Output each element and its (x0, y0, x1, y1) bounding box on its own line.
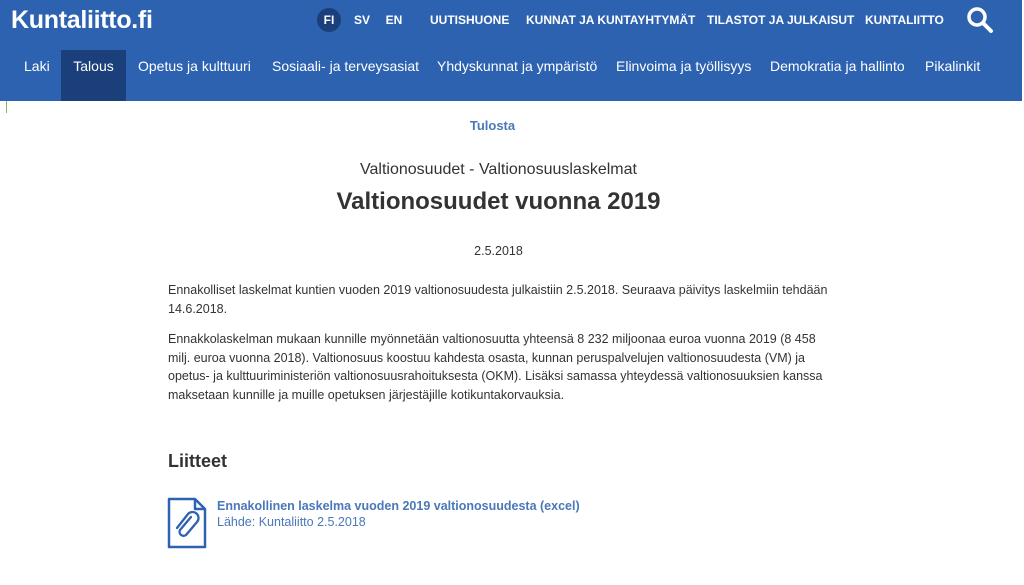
site-header (0, 0, 1024, 101)
site-logo[interactable]: Kuntaliitto.fi (11, 6, 153, 34)
nav-item-laki[interactable]: Laki (24, 58, 50, 74)
print-link[interactable]: Tulosta (469, 118, 516, 133)
top-link-tilastot[interactable]: TILASTOT JA JULKAISUT (707, 13, 855, 27)
top-link-uutishuone[interactable]: UUTISHUONE (430, 13, 510, 27)
nav-item-demokratia-ja-hallinto[interactable]: Demokratia ja hallinto (770, 58, 905, 74)
breadcrumb[interactable]: Valtionosuudet - Valtionosuuslaskelmat (360, 161, 637, 178)
page-title: Valtionosuudet vuonna 2019 (336, 188, 661, 215)
language-sv[interactable]: SV (353, 13, 370, 27)
attachment-link[interactable]: Ennakollinen laskelma vuoden 2019 valtionosuudesta (excel) (217, 499, 580, 513)
top-link-kuntaliitto[interactable]: KUNTALIITTO (865, 13, 944, 27)
publish-date: 2.5.2018 (474, 244, 523, 258)
main-navigation (0, 50, 1022, 101)
top-link-kunnat[interactable]: KUNNAT JA KUNTAYHTYMÄT (526, 13, 696, 27)
nav-item-talous[interactable]: Talous (61, 50, 126, 101)
accent-line (6, 101, 7, 113)
attachment-source: Lähde: Kuntaliitto 2.5.2018 (217, 515, 366, 529)
search-icon[interactable] (966, 6, 994, 34)
language-fi[interactable]: FI (317, 8, 341, 32)
nav-item-sosiaali-ja-terveysasiat[interactable]: Sosiaali- ja terveysasiat (272, 58, 420, 74)
nav-item-yhdyskunnat-ja-ymparisto[interactable]: Yhdyskunnat ja ympäristö (437, 58, 598, 74)
nav-item-elinvoima-ja-tyollisyys[interactable]: Elinvoima ja työllisyys (616, 58, 752, 74)
nav-item-opetus-ja-kulttuuri[interactable]: Opetus ja kulttuuri (138, 58, 251, 74)
nav-item-pikalinkit[interactable]: Pikalinkit (925, 58, 981, 74)
body-paragraph-2: Ennakkolaskelman mukaan kunnille myönnetään valtionosuutta yhteensä 8 232 miljoonaa euroa vuonna 2019 (8 458 milj. euroa vuonna 2018). Valtionosuus koostuu kahdesta osasta, kunnan peruspalvelujen valtionosuudesta (VM) ja opetus- ja kulttuuriministeriön valtionosuusrahoituksesta (OKM). Lisäksi samassa yhteydessä valtionosuuksien kanssa maksetaan kunnille ja muille opetuksen järjestäjille kotikuntakorvauksia. (168, 332, 823, 402)
language-en[interactable]: EN (385, 13, 403, 27)
paperclip-document-icon[interactable] (167, 497, 207, 549)
attachments-heading: Liitteet (168, 451, 228, 471)
body-paragraph-1: Ennakolliset laskelmat kuntien vuoden 2019 valtionosuudesta julkaistiin 2.5.2018. Seuraava päivitys laskelmiin tehdään 14.6.2018. (168, 283, 828, 316)
